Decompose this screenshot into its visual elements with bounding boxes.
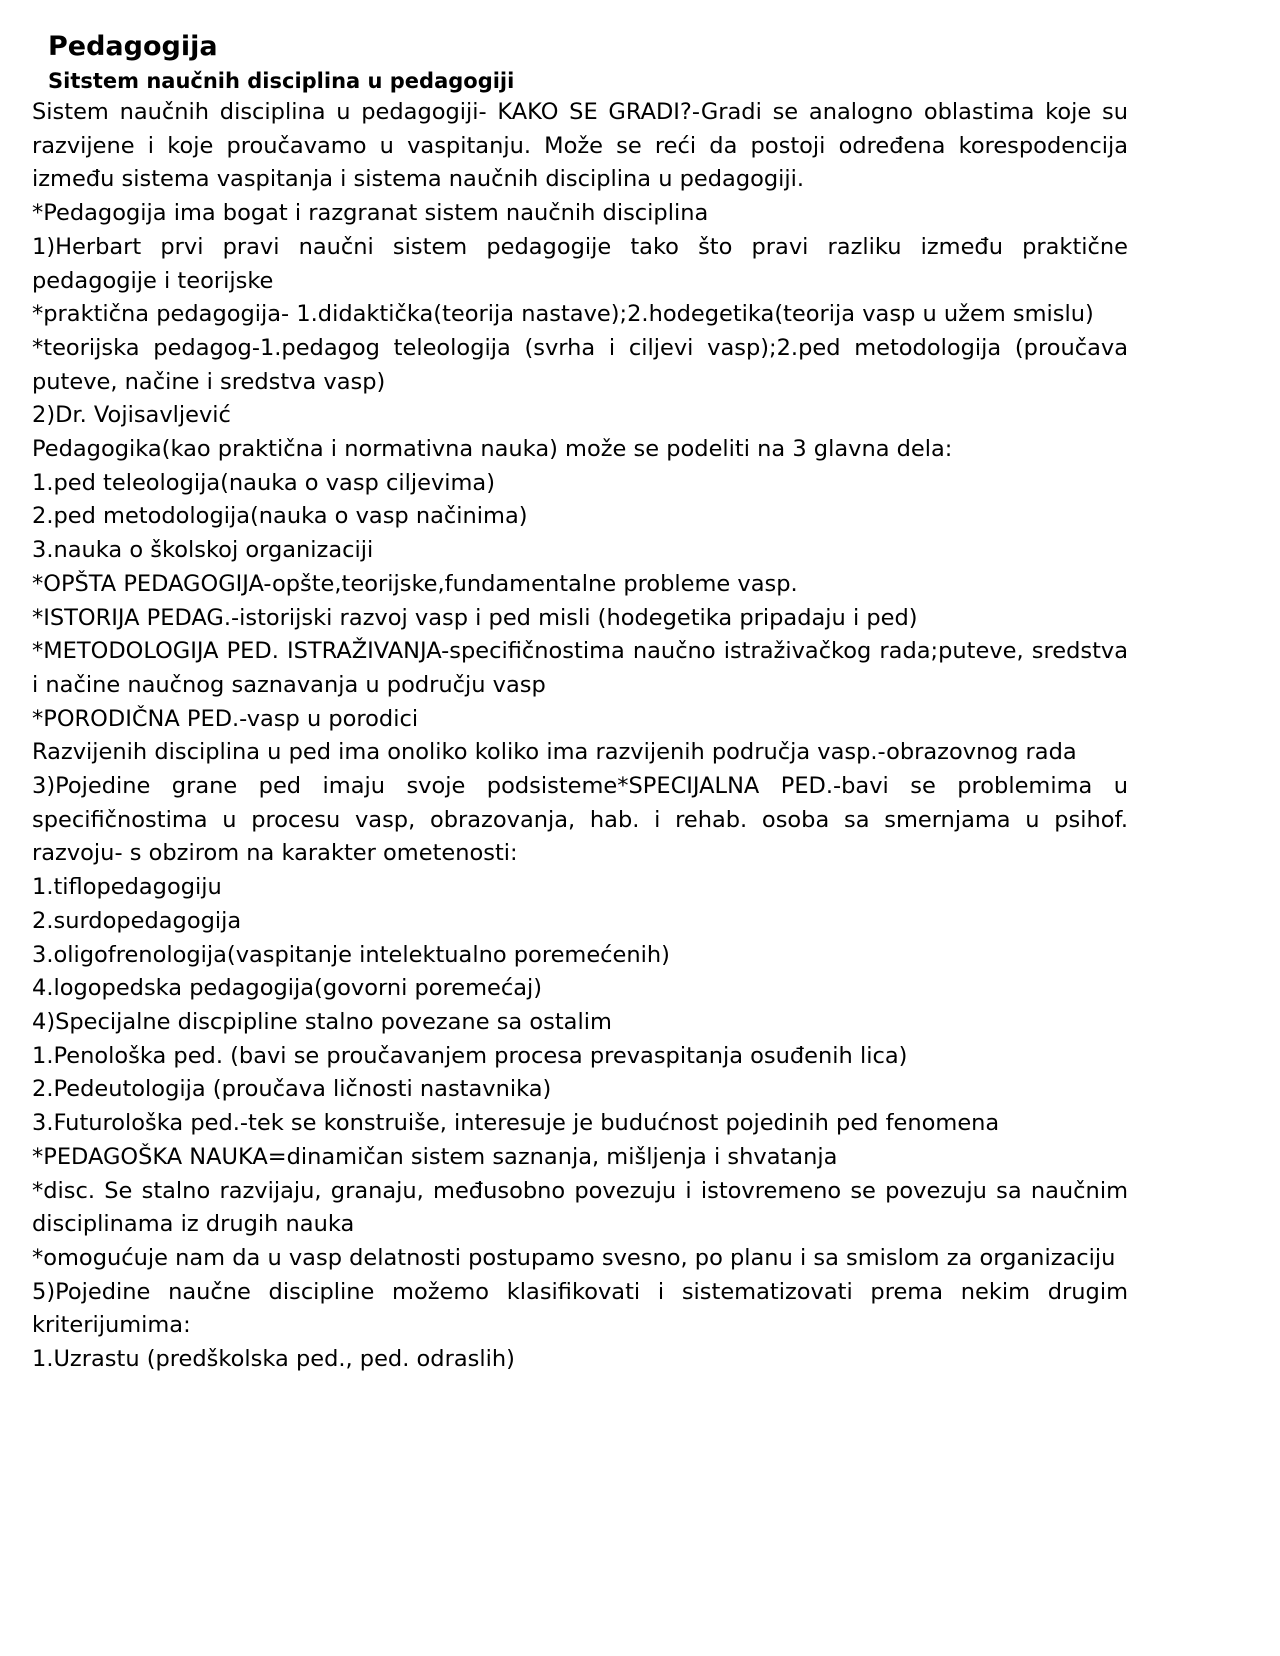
paragraph: 1)Herbart prvi pravi naučni sistem pedagogije tako što pravi razliku između praktične pedagogije i teorijske — [32, 233, 1128, 294]
paragraph: *OPŠTA PEDAGOGIJA-opšte,teorijske,fundamentalne probleme vasp. — [32, 570, 798, 597]
paragraph: 2.surdopedagogija — [32, 907, 242, 934]
paragraph: *ISTORIJA PEDAG.-istorijski razvoj vasp i ped misli (hodegetika pripadaju i ped) — [32, 604, 918, 631]
paragraph: 5)Pojedine naučne discipline možemo klasifikovati i sistematizovati prema nekim drugim kriterijumima: — [32, 1278, 1128, 1339]
paragraph: 4)Specijalne discpipline stalno povezane sa ostalim — [32, 1008, 612, 1035]
paragraph: 3)Pojedine grane ped imaju svoje podsisteme*SPECIJALNA PED.-bavi se problemima u specifičnostima u procesu vasp, obrazovanja, hab. i rehab. osoba sa smernjama u psihof. razvoju- s obzirom na karakter ometenosti: — [32, 773, 1128, 867]
paragraph: 1.Uzrastu (predškolska ped., ped. odraslih) — [32, 1346, 515, 1373]
paragraph: 1.Penološka ped. (bavi se proučavanjem procesa prevaspitanja osuđenih lica) — [32, 1042, 908, 1069]
paragraph: Sistem naučnih disciplina u pedagogiji- KAKO SE GRADI?-Gradi se analogno oblastima koje su razvijene i koje proučavamo u vaspitanju. Može se reći da postoji određena korespodencija između sistema vaspitanja i sistema naučnih disciplina u pedagogiji. — [32, 99, 1128, 193]
paragraph: *METODOLOGIJA PED. ISTRAŽIVANJA-specifičnostima naučno istraživačkog rada;puteve, sredstva i načine naučnog saznavanja u području vasp — [32, 638, 1128, 698]
paragraph: *Pedagogija ima bogat i razgranat sistem naučnih disciplina — [32, 200, 709, 227]
paragraph: 1.ped teleologija(nauka o vasp ciljevima) — [32, 469, 495, 496]
paragraph: 2.ped metodologija(nauka o vasp načinima) — [32, 503, 528, 530]
paragraph: 3.nauka o školskoj organizaciji — [32, 537, 374, 564]
paragraph: Razvijenih disciplina u ped ima onoliko koliko ima razvijenih područja vasp.-obrazovnog rada — [32, 739, 1077, 766]
paragraph: 3.Futurološka ped.-tek se konstruiše, interesuje je budućnost pojedinih ped fenomena — [32, 1110, 1000, 1137]
paragraph: 3.oligofrenologija(vaspitanje intelektualno poremećenih) — [32, 941, 670, 968]
paragraph: *teorijska pedagog-1.pedagog teleologija (svrha i ciljevi vasp);2.ped metodologija (proučava puteve, načine i sredstva vasp) — [32, 334, 1128, 395]
paragraph: 2)Dr. Vojisavljević — [32, 402, 231, 429]
document-page — [32, 28, 1128, 1377]
document-title: Pedagogija — [48, 31, 218, 62]
document-subtitle: Sitstem naučnih disciplina u pedagogiji — [48, 69, 515, 93]
paragraph: *praktična pedagogija- 1.didaktička(teorija nastave);2.hodegetika(teorija vasp u užem smislu) — [32, 301, 1094, 328]
paragraph: 2.Pedeutologija (proučava ličnosti nastavnika) — [32, 1076, 552, 1103]
paragraph: *disc. Se stalno razvijaju, granaju, međusobno povezuju i istovremeno se povezuju sa naučnim disciplinama iz drugih nauka — [32, 1177, 1128, 1238]
paragraph: *PEDAGOŠKA NAUKA=dinamičan sistem saznanja, mišljenja i shvatanja — [32, 1143, 838, 1170]
paragraph: 4.logopedska pedagogija(govorni poremećaj) — [32, 975, 543, 1002]
paragraph: *omogućuje nam da u vasp delatnosti postupamo svesno, po planu i sa smislom za organizaciju — [32, 1244, 1116, 1271]
paragraph: 1.tiflopedagogiju — [32, 874, 222, 901]
document-body — [32, 96, 1128, 1377]
paragraph: *PORODIČNA PED.-vasp u porodici — [32, 705, 419, 732]
paragraph: Pedagogika(kao praktična i normativna nauka) može se podeliti na 3 glavna dela: — [32, 436, 953, 463]
